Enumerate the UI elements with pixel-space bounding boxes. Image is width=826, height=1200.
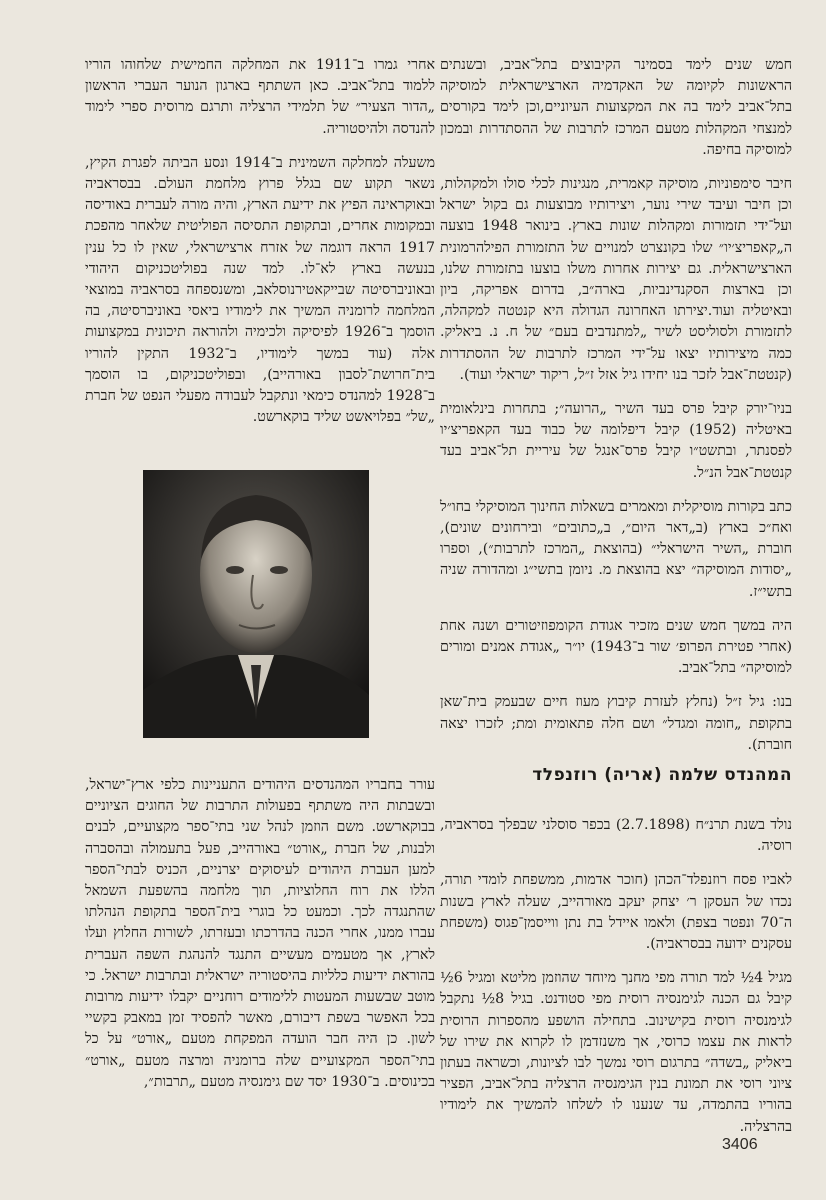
paragraph: בנו: גיל ז״ל (נחלץ לעזרת קיבוץ מעוז חיים שבעמק בית־שאן בתקופת „חומה ומגדל״ ושם חלה פתאומית ומת; לזכרו יצאה חוברת).	[440, 694, 792, 753]
paragraph: נולד בשנת תרנ״ח (2.7.1898) בכפר סוסלני שבפלך בסראביה, רוסיה.	[440, 817, 792, 855]
paragraph: היה במשך חמש שנים מזכיר אגודת הקומפוזיטורים ושנה אחת (אחרי פטירת הפרופ׳ שור ב־1943) יו״ר „אגודת אמנים ומורים למוסיקה״ בתל־אביב.	[440, 617, 792, 677]
paragraph: אחרי גמרו ב־1911 את המחלקה החמישית שלחוהו הוריו ללמוד בתל־אביב. כאן השתתף בארגון הנוער העברי הראשון „הדור הצעיר״ של תלמידי הרצליה ותרגם מרוסית ספרי לימוד להנדסה ולהיסטוריה.	[85, 57, 435, 137]
paragraph: לאביו פסח רוזנפלד־הכהן (חוכר אדמות, ממשפחת לומדי תורה, נכדו של העסקן ר׳ יצחק יעקב מאורהייב, שעלה לארץ בשנות ה־70 ונפטר בצפת) ולאמו איידל בת נתן ווייסמן־פגוס (משפחת עסקנים ידועה בבסראביה).	[440, 872, 792, 953]
paragraph: עורר בחבריו המהנדסים היהודים התעניינות כלפי ארץ־ישראל, ובשבתות היה משתתף בפעולות התרבות של החוגים הציוניים בבוקארשט. משם הוזמן לנהל שני בתי־ספר מקצועיים, לבנים ולבנות, של חברת „אורט״ באורהייב, פעל בתעמולה ובהסברה למען העברת היהודים לעיסוקים יצרניים, הכניס לבתי־הספר הללו את רוח החלוציות, תוך מלחמה בהשפעת השמאל שהתנגדה לכך. וכמעט כל בוגרי בית־הספר בתקופת הנהלתו עברו ממנו, אחרי הכנה בהדרכתו ובעזרתו, לשורות החלוץ ועלו לארץ, אך מטעמים מעשיים התנגד להנהגת השפה העברית בהוראת ידיעות כלליות בהיסטוריה ישראלית ובתרבות ישראל. כי מוטב שבשעות המעטות ללימודים רוחניים יקבלו ידיעות מרובות בכל האפשר בשפת דיבורם, מאשר להפסיד זמן במאבק בקשיי לשון. כן היה חבר הועדה המפקחת מטעם „אורט״ על כל בתי־הספר המקצועיים שלה ברומניה ומרצה מטעם „אורט״ בכינוסים. ב־1930 יסד שם גימנסיה מטעם „תרבות״,	[85, 777, 435, 1090]
paragraph: משעלה למחלקה השמינית ב־1914 ונסע הביתה לפגרת הקיץ, נשאר תקוע שם בגלל פרוץ מלחמת העולם. בבסראביה ובאוקראינה הפיץ את ידיעת הארץ, והיה מורה לעברית באודיסה ובמקומות אחרים, ובתקופת התסיסה הפוליטית שלאחר מהפכת 1917 הראה דוגמה של אזרח ארצישראלי, שאין לו כל ענין בנעשה בארץ לא־לו. למד שנה בפוליטכניקום היהודי ובאוניברסיטה שבייקאטירנוסלאב, ומשנספחה בסראביה במוצאי המלחמה לרומניה המשיך את לימודיו ביאסי באוניברסיטה, בה הוסמך ב־1926 לפיסיקה ולכימיה ולהוראה תיכונית במקצועות אלה (עוד במשך לימודיו, ב־1932 התקין להוריו בית־חרושת־לסבון באורהייב), ובפוליטכניקום, בו הוסמך ב־1928 למהנדס כימאי ונתקבל לעבודה מפעלי הנפט של חברת „של״ בפלויאשט שליד בוקארשט.	[85, 154, 435, 426]
column-left-bottom	[85, 775, 435, 1106]
article-heading: המהנדס שלמה (אריה) רוזנפלד	[532, 765, 792, 785]
paragraph: חיבר סימפוניות, מוסיקה קאמרית, מנגינות לכלי סולו ולמקהלות, וכן חיבר ועיבד שירי נוער, ויצירותיו מבוצעות גם בקול ישראל ועל־ידי תזמורות ומקהלות שונות בארץ. בינואר 1948 בוצעה ה„קאפריצ׳יו״ שלו בקונצרט למנויים של התזמורת הפילהרמונית הארצישראלית. גם יצירות אחרות משלו בוצעו בתזמורת שלנו, וכן בארצות הסקנדינביות, בארה״ב, בדרום אפריקה, ביון ובאיטליה ועוד.יצירתו האחרונה הגדולה היא קנטטה למקהלה, לתזמורת ולסוליסט לשיר „למתנדבים בעם״ של ח. נ. ביאליק. כמה מיצירותיו יצאו על־ידי המרכז לתרבות של ההסתדרות (קנטטת־אבל לזכר בנו יחידו גיל אזל ז״ל, ריקוד ישראלי ועוד).	[440, 176, 792, 383]
paragraph: כתב בקורות מוסיקלית ומאמרים בשאלות החינוך המוסיקלי בחו״ל ואח״כ בארץ (ב„דאר היום״, ב„כתובים״ ובירחונים שונים), חוברת „השיר הישראלי״ (בהוצאת „המרכז לתרבות״), וספרו „יסודות המוסיקה״ יצא בהוצאת מ. ניומן בתשי״ג ומהדורה שניה בתשי״ז.	[440, 498, 792, 600]
portrait-photo	[143, 470, 369, 738]
column-right-top	[440, 55, 792, 769]
column-right-bottom	[440, 815, 792, 1151]
portrait-image	[143, 470, 369, 738]
paragraph: חמש שנים לימד בסמינר הקיבוצים בתל־אביב, ובשנתים הראשונות לקיומה של האקדמיה הארצישראלית למוסיקה בתל־אביב לימד בה את המקצועות העיוניים,וכן לימד בקורסים למנצחי המקהלות מטעם המרכז לתרבות של ההסתדרות ובמכון למוסיקה בחיפה.	[440, 57, 792, 158]
paragraph: בניו־יורק קיבל פרס בעד השיר „הרועה״; בתחרות בינלאומית באיטליה (1952) קיבל דיפלומה של כבוד בעד הקאפריצ׳יו לפסנתר, ובתשט״ו קיבל פרס־אנגל של עיריית תל־אביב בעד קנטטת־אבל הנ״ל.	[440, 401, 792, 481]
page-number: 3406	[722, 1136, 758, 1153]
column-left-top	[85, 55, 435, 441]
paragraph: מגיל 4½ למד תורה מפי מחנך מיוחד שהוזמן מליטא ומגיל 6½ קיבל גם הכנה לגימנסיה רוסית מפי סטודנט. בגיל 8½ נתקבל לגימנסיה רוסית בקישינוב. בתחילה הושפע מהספרות הרוסית לראות את עצמו כרוסי, אך משנזדמן לו לקרוא את שירו של ביאליק „בשדה״ בתרגום רוסי נמשך לבו לציונות, וכשראה בעתון ציוני רוסי את תמונת בנין הגימנסיה הרצליה בתל־אביב, הפציר בהוריו בהתמדה, עד שנענו לו לשלחו להמשיך את לימודיו בהרצליה.	[440, 970, 793, 1135]
